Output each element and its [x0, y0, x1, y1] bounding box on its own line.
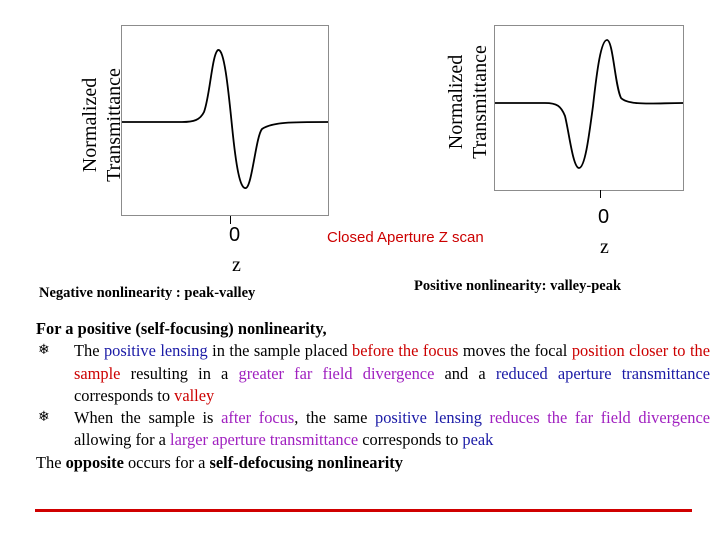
b2-t3: , the same — [294, 408, 375, 428]
right-y-axis-label — [444, 17, 492, 187]
b2-t1: When the sample is — [74, 408, 222, 428]
b1-t11: corresponds to — [74, 385, 175, 405]
bullet-after-focus — [36, 407, 710, 452]
b1-t7: resulting in a — [120, 363, 239, 383]
outro-opposite: opposite — [65, 452, 124, 472]
right-ylabel-line1: Normalized — [445, 54, 467, 150]
b2-t5 — [482, 408, 490, 427]
b1-positive-lensing: positive lensing — [103, 341, 208, 361]
valley-peak-curve — [495, 40, 683, 168]
b2-reduces-divergence: reduces the far field divergence — [489, 408, 710, 428]
left-z-label: z — [232, 254, 241, 276]
left-ylabel-line1: Normalized — [79, 77, 101, 173]
b1-t9: and a — [434, 363, 496, 383]
b1-greater-divergence: greater far field divergence — [238, 363, 435, 383]
b1-t1: The — [74, 341, 104, 361]
left-ylabel-line2: Transmittance — [103, 68, 125, 182]
intro-text: For a positive (self-focusing) nonlinearity, — [36, 319, 327, 338]
b1-before-focus: before the focus — [352, 341, 459, 361]
b2-t9: corresponds to — [358, 430, 463, 450]
left-y-axis-label — [78, 40, 126, 210]
b1-t3: in the sample placed — [207, 341, 353, 361]
left-plot-curve — [122, 26, 328, 215]
explanation-text — [36, 318, 710, 474]
b1-valley: valley — [174, 385, 215, 405]
left-plot-frame — [121, 25, 329, 216]
right-caption: Positive nonlinearity: valley-peak — [414, 278, 622, 294]
right-zero-label: 0 — [598, 206, 610, 228]
right-zero-tick — [600, 190, 601, 198]
b1-t5: moves the focal — [458, 341, 572, 361]
left-zero-tick — [230, 216, 231, 224]
b2-t7: allowing for a — [74, 430, 171, 450]
b1-position-closer: position closer to the sample — [74, 341, 710, 383]
left-caption: Negative nonlinearity : peak-valley — [39, 285, 256, 301]
b1-reduced-transmittance: reduced aperture transmittance — [495, 363, 711, 383]
outro-self-defocusing: self-defocusing nonlinearity — [209, 452, 403, 472]
bottom-red-rule — [35, 509, 692, 512]
peak-valley-curve — [122, 50, 328, 188]
outro-line — [36, 452, 710, 474]
right-plot-frame — [494, 25, 684, 191]
left-zero-label: 0 — [229, 224, 241, 246]
bullet-before-focus — [36, 340, 710, 407]
right-ylabel-line2: Transmittance — [469, 45, 491, 159]
snowflake-icon: ❄ — [38, 343, 50, 359]
right-plot-curve — [495, 26, 683, 190]
snowflake-icon: ❄ — [38, 410, 50, 426]
b2-peak: peak — [462, 430, 494, 450]
b2-positive-lensing: positive lensing — [375, 408, 482, 428]
intro-line — [36, 318, 710, 340]
outro-t1: The — [36, 452, 66, 472]
closed-aperture-title: Closed Aperture Z scan — [327, 229, 484, 246]
b2-larger-transmittance: larger aperture transmittance — [170, 430, 359, 450]
outro-t3: occurs for a — [123, 452, 210, 472]
right-z-label: z — [600, 236, 609, 258]
b2-after-focus: after focus — [221, 408, 295, 428]
